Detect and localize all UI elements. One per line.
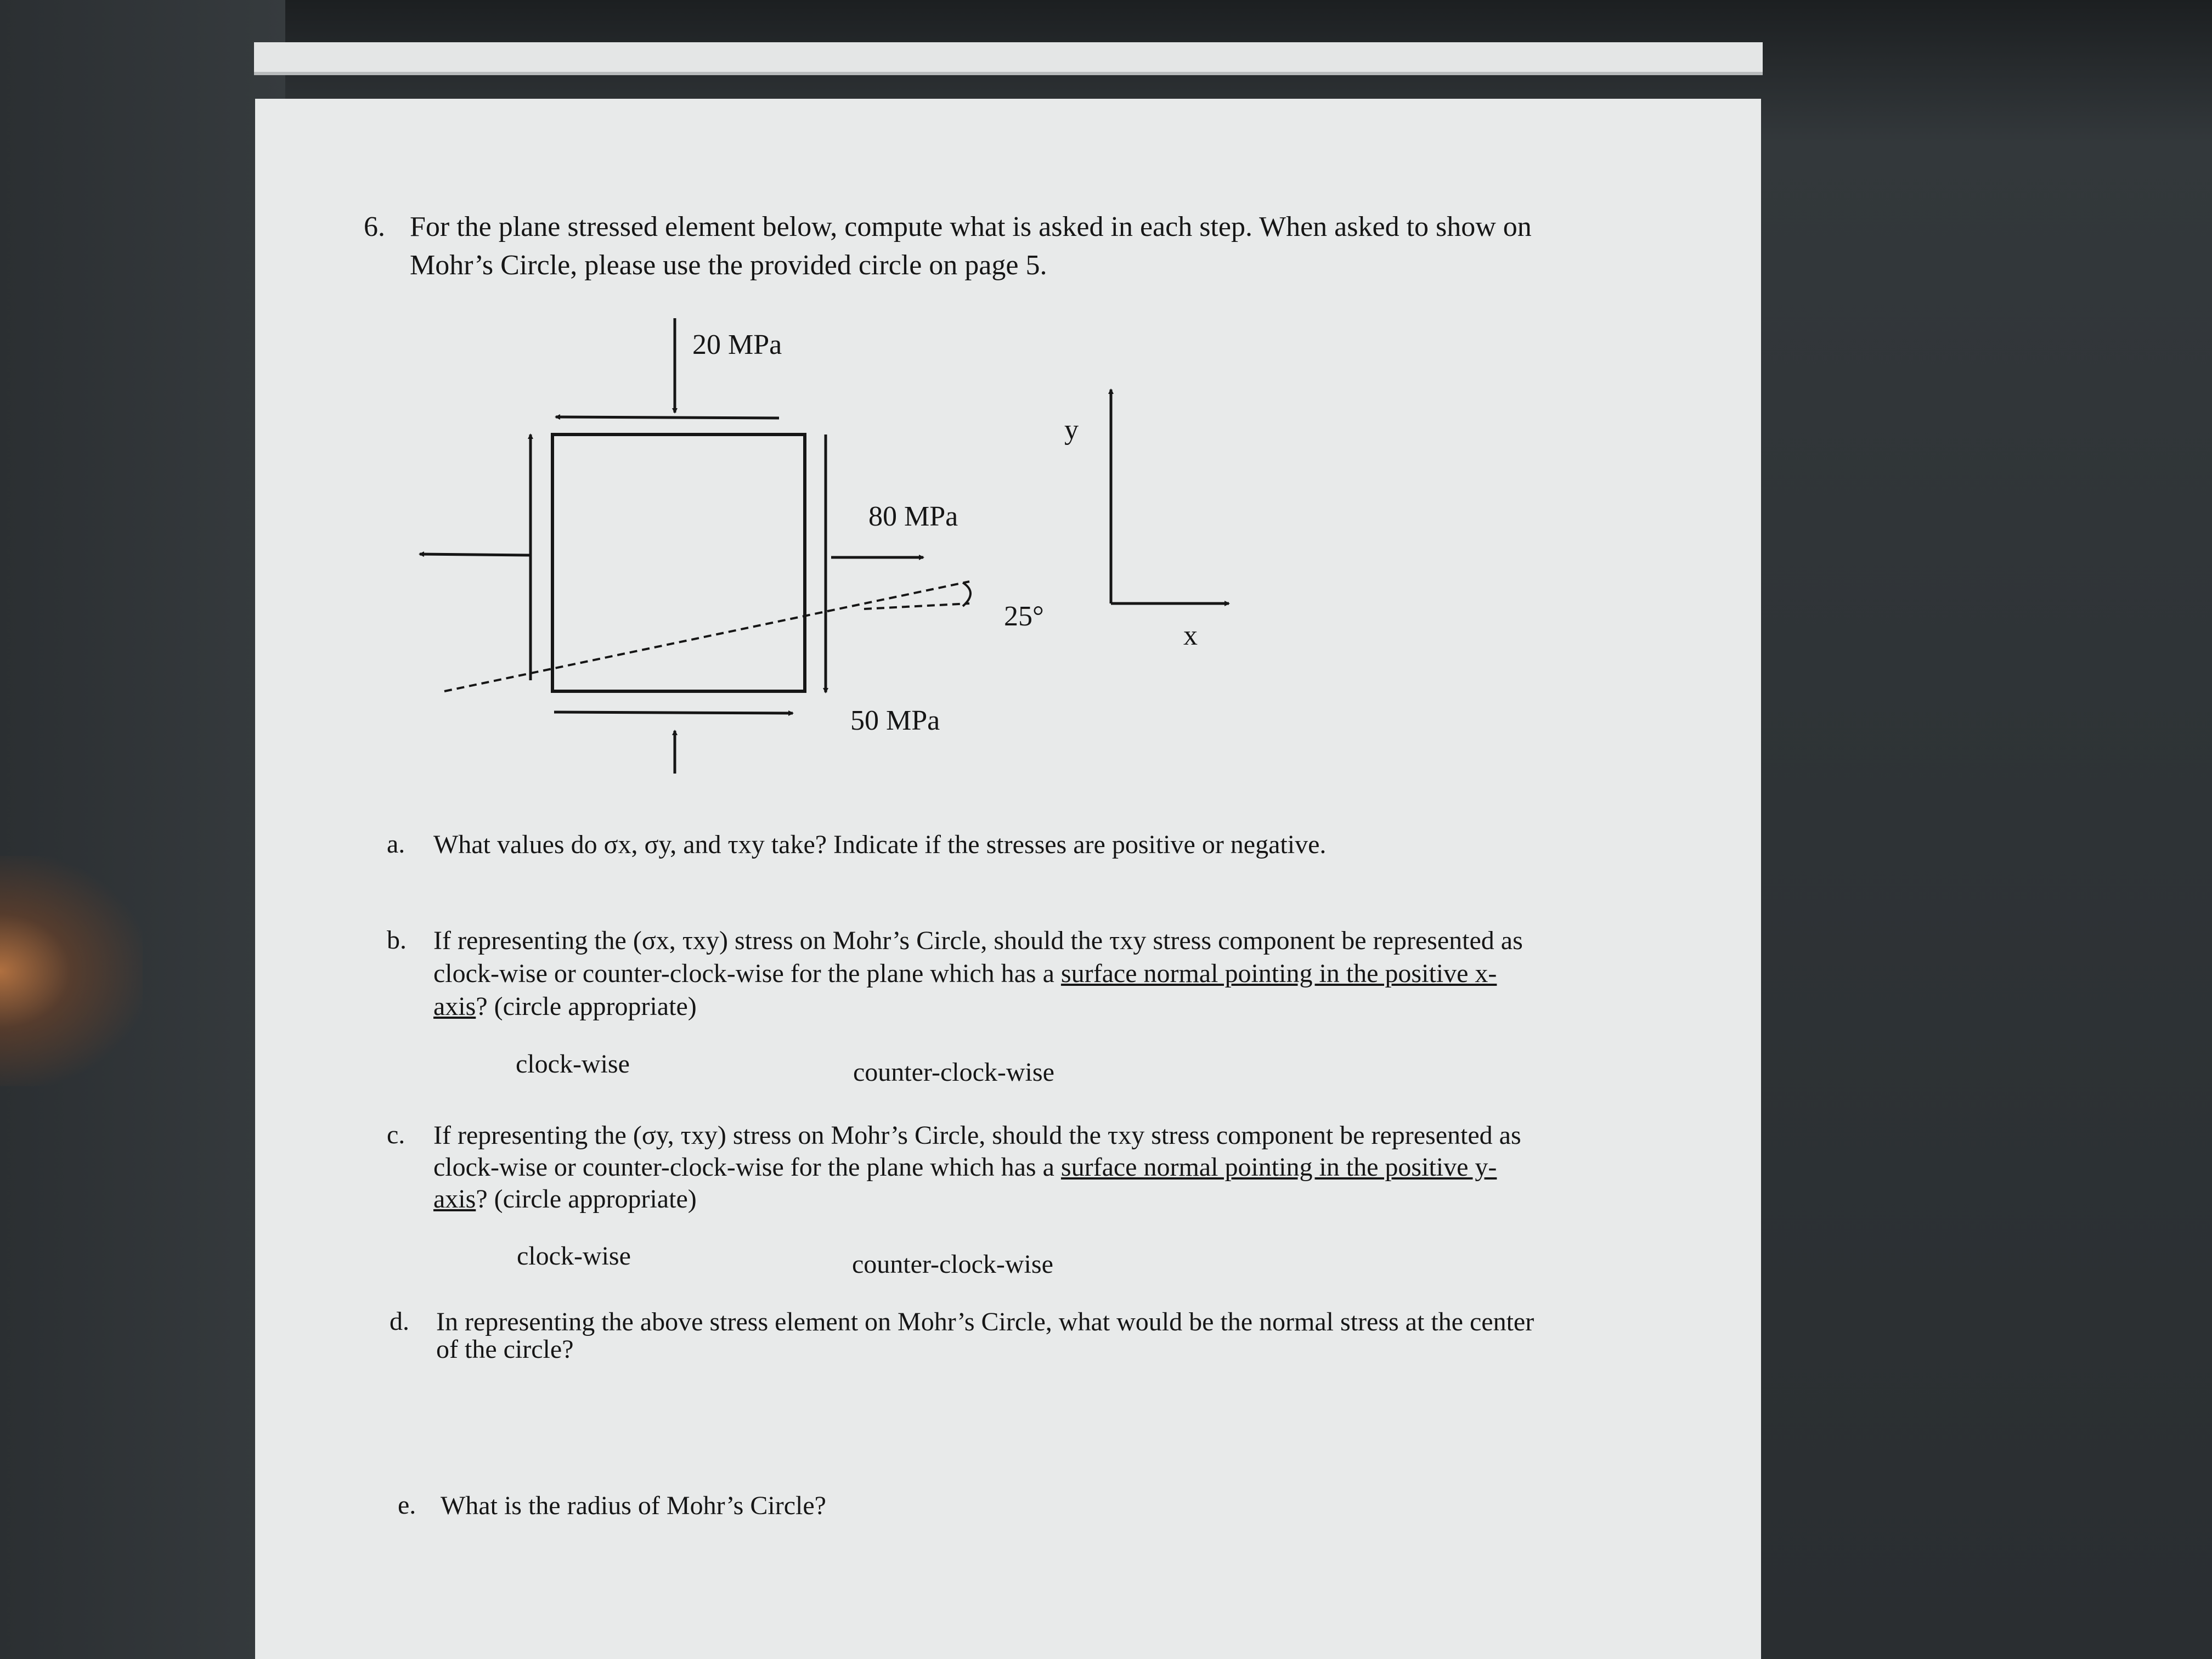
part-c-option-counter-clockwise[interactable]: counter-clock-wise <box>852 1250 1053 1279</box>
part-c-label: c. <box>387 1120 405 1149</box>
question-text-line-2: Mohr’s Circle, please use the provided circle on page 5. <box>410 250 1047 281</box>
y-axis-label: y <box>1064 414 1079 445</box>
top-stress-label: 20 MPa <box>692 329 782 360</box>
inclined-plane-line <box>444 582 969 691</box>
part-b-line-2-plain: clock-wise or counter-clock-wise for the plane which has a <box>433 959 1061 988</box>
part-b-line-3-plain: ? (circle appropriate) <box>476 992 697 1021</box>
part-c-line-2-plain: clock-wise or counter-clock-wise for the plane which has a <box>433 1153 1061 1182</box>
window-top-strip <box>254 42 1763 75</box>
part-b-option-counter-clockwise[interactable]: counter-clock-wise <box>853 1058 1054 1087</box>
angle-label: 25° <box>1004 601 1044 632</box>
question-number: 6. <box>364 211 385 242</box>
part-b-label: b. <box>387 926 407 955</box>
top-shear-arrow <box>556 417 779 418</box>
monitor-bezel-left <box>0 0 285 1659</box>
part-c-line-2-underlined: surface normal pointing in the positive y- <box>1060 1153 1497 1182</box>
stress-element-diagram <box>255 99 1761 894</box>
part-c-line-2 <box>433 1151 1497 1184</box>
reference-horizontal-line <box>864 603 969 609</box>
part-b-option-clockwise[interactable]: clock-wise <box>516 1049 630 1079</box>
document-page <box>255 99 1761 1659</box>
part-b-line-1: If representing the (σx, τxy) stress on Mohr’s Circle, should the τxy stress component be represented as <box>433 926 1523 955</box>
part-e-label: e. <box>398 1491 416 1520</box>
ambient-light-reflection <box>0 856 143 1086</box>
part-b-line-3 <box>433 990 697 1023</box>
part-d-label: d. <box>390 1307 409 1336</box>
part-c-line-3-underlined: axis <box>433 1184 476 1214</box>
part-b-line-3-underlined: axis <box>433 992 476 1021</box>
bottom-shear-arrow <box>554 712 793 713</box>
shear-stress-label: 50 MPa <box>850 705 940 736</box>
part-b-line-2 <box>433 957 1497 990</box>
part-d-line-2: of the circle? <box>436 1335 574 1364</box>
part-c-line-1: If representing the (σy, τxy) stress on Mohr’s Circle, should the τxy stress component be represented as <box>433 1121 1521 1150</box>
x-axis-label: x <box>1183 620 1198 651</box>
normal-stress-label: 80 MPa <box>868 501 958 532</box>
part-a-text: What values do σx, σy, and τxy take? Indicate if the stresses are positive or negative. <box>433 830 1327 859</box>
part-d-line-1: In representing the above stress element on Mohr’s Circle, what would be the normal stress at the center <box>436 1307 1534 1336</box>
stress-element-square <box>552 435 805 691</box>
part-c-line-3 <box>433 1183 697 1216</box>
part-e-text: What is the radius of Mohr’s Circle? <box>441 1491 826 1520</box>
question-text-line-1: For the plane stressed element below, compute what is asked in each step. When asked to show on <box>410 211 1532 242</box>
part-a-label: a. <box>387 830 405 859</box>
part-c-line-3-plain: ? (circle appropriate) <box>476 1184 697 1214</box>
part-b-line-2-underlined: surface normal pointing in the positive x- <box>1060 959 1497 988</box>
part-c-option-clockwise[interactable]: clock-wise <box>517 1242 631 1271</box>
left-normal-arrow <box>420 554 529 555</box>
